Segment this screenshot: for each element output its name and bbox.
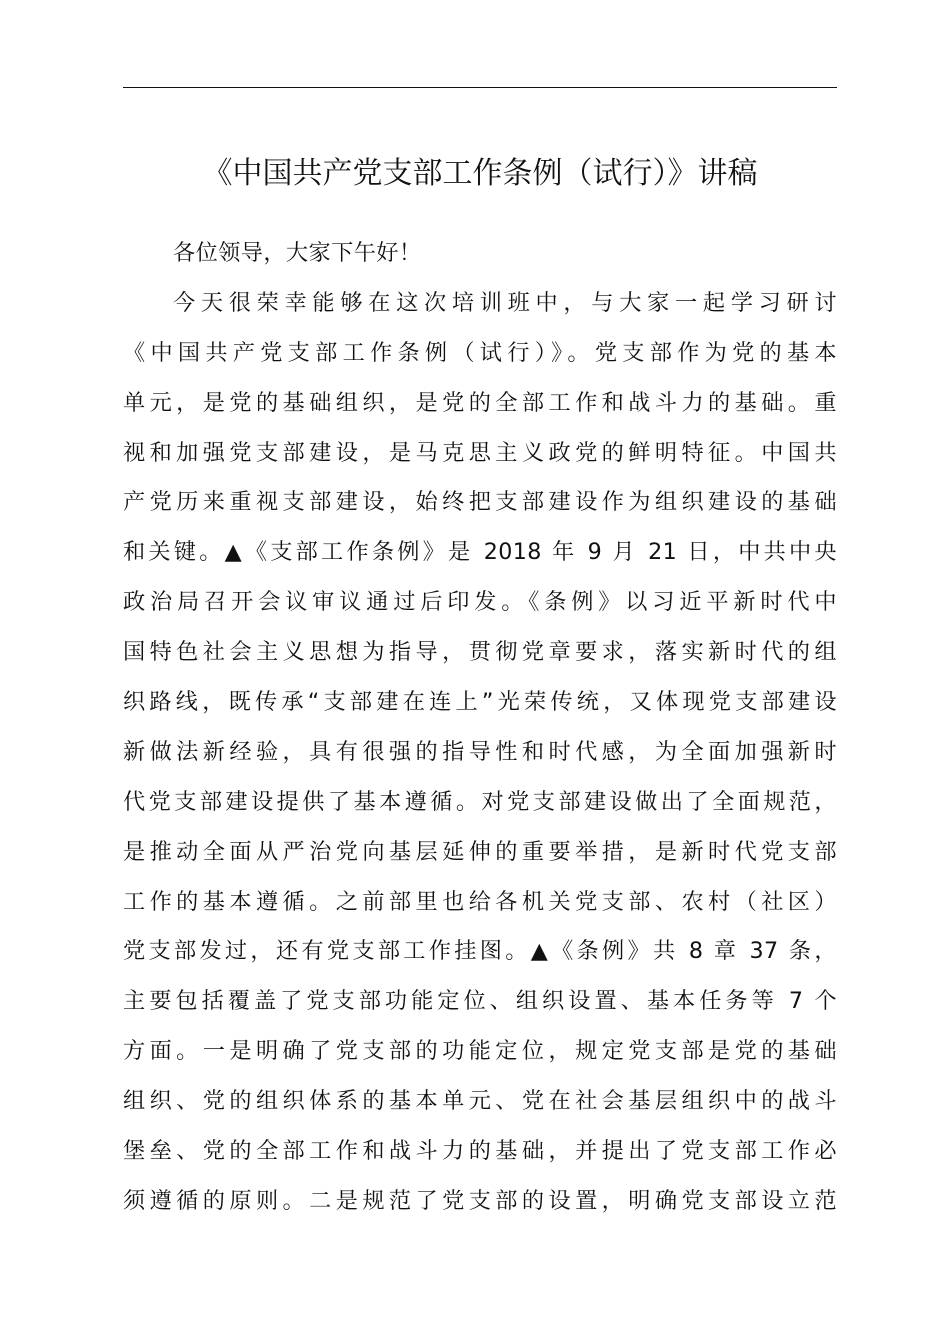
document-body	[123, 229, 837, 1227]
paragraph-line: 工作的基本遵循。之前部里也给各机关党支部、农村（社区）	[123, 888, 837, 915]
paragraph-line: 堡垒、党的全部工作和战斗力的基础，并提出了党支部工作必	[123, 1138, 837, 1165]
paragraph-line: 和关键。▲《支部工作条例》是 2018 年 9 月 21 日，中共中央	[123, 539, 837, 566]
paragraph-line: 主要包括覆盖了党支部功能定位、组织设置、基本任务等 7 个	[123, 988, 837, 1015]
paragraph-line: 须遵循的原则。二是规范了党支部的设置，明确党支部设立范	[123, 1187, 837, 1214]
header-rule	[123, 87, 837, 88]
paragraph-line: 组织、党的组织体系的基本单元、党在社会基层组织中的战斗	[123, 1088, 837, 1115]
paragraph-line: 是推动全面从严治党向基层延伸的重要举措，是新时代党支部	[123, 838, 837, 865]
paragraph-line: 党支部发过，还有党支部工作挂图。▲《条例》共 8 章 37 条，	[123, 938, 837, 965]
document-title: 《中国共产党支部工作条例（试行）》讲稿	[202, 156, 758, 191]
paragraph-line: 视和加强党支部建设，是马克思主义政党的鲜明特征。中国共	[123, 439, 837, 466]
paragraph-line: 国特色社会主义思想为指导，贯彻党章要求，落实新时代的组	[123, 639, 837, 666]
paragraph-line: 代党支部建设提供了基本遵循。对党支部建设做出了全面规范，	[123, 788, 837, 815]
paragraph-line: 《中国共产党支部工作条例（试行）》。党支部作为党的基本	[123, 339, 837, 366]
paragraph-line: 方面。一是明确了党支部的功能定位，规定党支部是党的基础	[123, 1038, 837, 1065]
paragraph-line: 政治局召开会议审议通过后印发。《条例》以习近平新时代中	[123, 589, 837, 616]
paragraph-line: 织路线，既传承“支部建在连上”光荣传统，又体现党支部建设	[123, 689, 837, 716]
paragraph-line: 今天很荣幸能够在这次培训班中，与大家一起学习研讨	[173, 289, 837, 316]
greeting-line: 各位领导，大家下午好！	[173, 240, 422, 266]
paragraph-line: 产党历来重视支部建设，始终把支部建设作为组织建设的基础	[123, 489, 837, 516]
paragraph-line: 单元，是党的基础组织，是党的全部工作和战斗力的基础。重	[123, 389, 837, 416]
paragraph-line: 新做法新经验，具有很强的指导性和时代感，为全面加强新时	[123, 738, 837, 765]
